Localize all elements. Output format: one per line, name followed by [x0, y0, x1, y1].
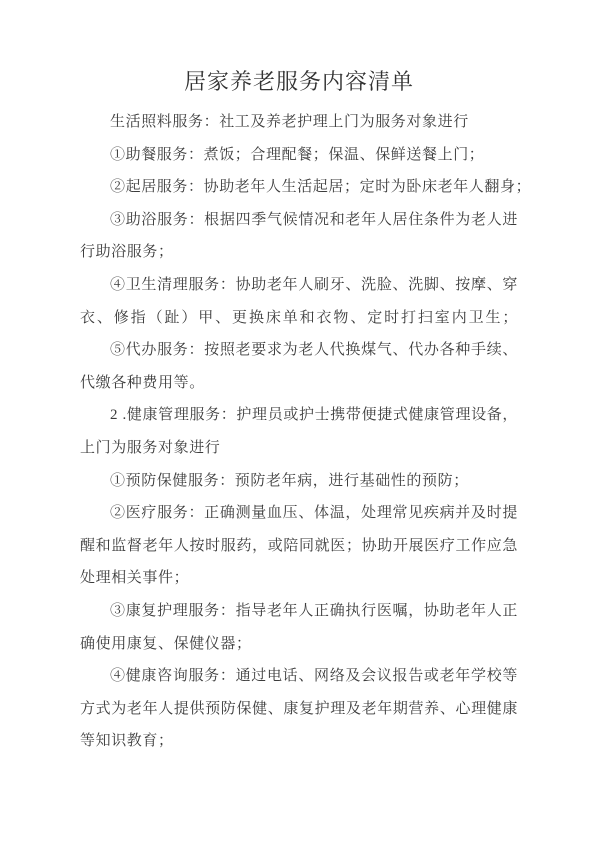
paragraph-line: 上门为服务对象进行 — [80, 439, 221, 456]
paragraph-line: ④卫生清理服务：协助老年人刷牙、洗脸、洗脚、按摩、穿 — [110, 276, 518, 293]
paragraph-line: ③助浴服务：根据四季气候情况和老年人居住条件为老人进 — [110, 211, 518, 228]
paragraph-line: ①预防保健服务：预防老年病，进行基础性的预防； — [110, 472, 469, 489]
paragraph-line: ②医疗服务：正确测量血压、体温，处理常见疾病并及时提 — [110, 505, 518, 522]
paragraph-line: 醒和监督老年人按时服药，或陪同就医；协助开展医疗工作应急 — [80, 537, 518, 554]
paragraph-line: ②起居服务：协助老年人生活起居；定时为卧床老年人翻身； — [110, 179, 532, 196]
paragraph-line: ③康复护理服务：指导老年人正确执行医嘱，协助老年人正 — [110, 602, 518, 619]
paragraph-line: 生活照料服务：社工及养老护理上门为服务对象进行 — [110, 114, 469, 130]
paragraph-line: 确使用康复、保健仪器； — [80, 635, 252, 652]
page-title: 居家养老服务内容清单 — [183, 69, 414, 94]
paragraph-line: ①助餐服务：煮饭；合理配餐；保温、保鲜送餐上门； — [110, 146, 485, 163]
paragraph-line: 处理相关事件； — [80, 570, 190, 587]
paragraph-line: 方式为老年人提供预防保健、康复护理及老年期营养、心理健康 — [80, 700, 518, 717]
paragraph-line: 等知识教育； — [80, 733, 174, 750]
paragraph-line: 2 .健康管理服务：护理员或护士携带便捷式健康管理设备， — [110, 407, 518, 424]
paragraph-line: 代缴各种费用等。 — [80, 374, 205, 391]
paragraph-line: 行助浴服务； — [80, 244, 174, 261]
paragraph-line: ⑤代办服务：按照老要求为老人代换煤气、代办各种手续、 — [110, 342, 518, 359]
paragraph-line: 衣、修指（趾）甲、更换床单和衣物、定时打扫室内卫生； — [80, 309, 518, 326]
paragraph-line: ④健康咨询服务：通过电话、网络及会议报告或老年学校等 — [110, 668, 518, 685]
